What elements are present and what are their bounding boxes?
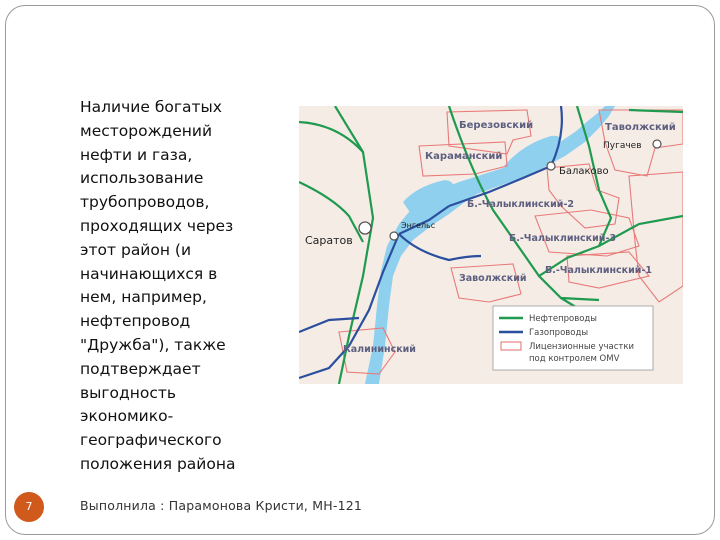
map-area-label: Б.-Чалыклинский-1 <box>545 265 653 276</box>
legend-label: Газопроводы <box>529 328 589 338</box>
map-area-label: Березовский <box>459 120 534 131</box>
body-line: выгодность <box>80 383 177 402</box>
balakovo-marker <box>547 162 555 170</box>
pugachev-marker <box>653 140 661 148</box>
body-line: трубопроводов, <box>80 193 210 212</box>
map-city-label: Балаково <box>559 166 609 177</box>
legend-label: под контролем OMV <box>529 354 620 364</box>
map-city-label: Пугачев <box>603 141 642 151</box>
body-line: месторождений <box>80 121 213 140</box>
body-line: положения района <box>80 454 236 473</box>
pipeline-map <box>299 106 683 384</box>
page-number-badge: 7 <box>14 492 44 522</box>
body-line: нефтепровод <box>80 312 191 331</box>
engels-marker <box>390 232 398 240</box>
body-line: начинающихся в <box>80 264 218 283</box>
body-line: географического <box>80 431 222 450</box>
map-area-label: Б.-Чалыклинский-2 <box>467 199 575 210</box>
map-area-label: Калининский <box>343 344 416 355</box>
body-line: использование <box>80 169 204 188</box>
legend-label: Нефтепроводы <box>529 314 598 324</box>
body-line: нем, например, <box>80 288 207 307</box>
saratov-marker <box>359 222 371 234</box>
map-city-label: Саратов <box>305 234 353 247</box>
body-line: этот район (и <box>80 240 192 259</box>
body-line: проходящих через <box>80 216 234 235</box>
legend-label: Лицензионные участки <box>529 342 635 352</box>
slide-body-text <box>80 96 280 477</box>
map-legend <box>493 306 653 370</box>
body-line: "Дружба"), также <box>80 335 226 354</box>
map-area-label: Заволжский <box>459 273 527 284</box>
body-line: нефти и газа, <box>80 145 193 164</box>
body-line: экономико- <box>80 407 174 426</box>
slide-footer: Выполнила : Парамонова Кристи, МН-121 <box>80 498 363 513</box>
map-area-label: Караманский <box>425 151 503 162</box>
map-city-label: Энгельс <box>401 221 436 230</box>
body-line: подтверждает <box>80 359 201 378</box>
map-area-label: Таволжский <box>605 122 676 133</box>
body-line: Наличие богатых <box>80 98 222 116</box>
map-area-label: Б.-Чалыклинский-3 <box>509 233 617 244</box>
